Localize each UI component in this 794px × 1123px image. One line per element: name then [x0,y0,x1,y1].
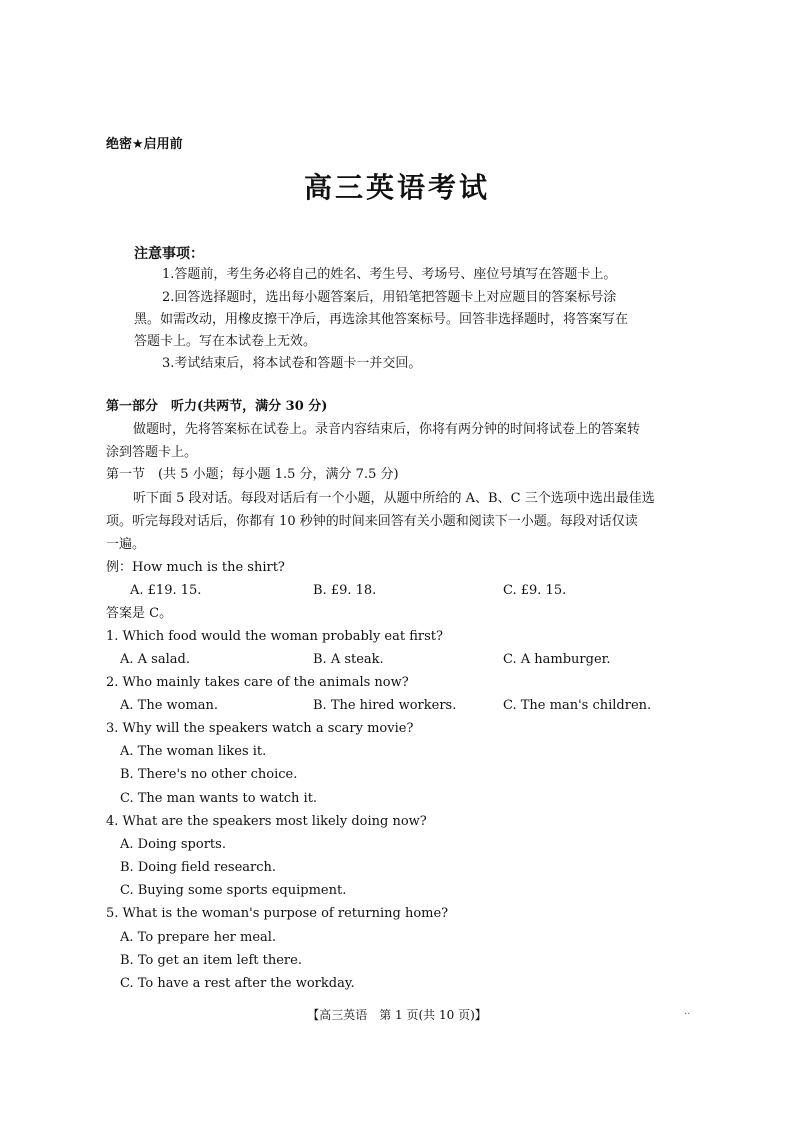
note-line: 3.考试结束后，将本试卷和答题卡一并交回。 [162,356,422,371]
note-line: 答题卡上。写在本试卷上无效。 [134,334,317,349]
note-line: 1.答题前，考生务必将自己的姓名、考生号、考场号、座位号填写在答题卡上。 [162,267,617,282]
note-line: 2.回答选择题时，选出每小题答案后，用铅笔把答题卡上对应题目的答案标号涂 [162,290,617,305]
section-intro-line: 项。听完每段对话后，你都有 10 秒钟的时间来回答有关小题和阅读下一小题。每段对话仅读 [106,514,638,529]
answer-option: B. A steak. [313,652,384,667]
exam-title: 高三英语考试 [303,171,490,204]
answer-option: A. The woman. [120,698,219,713]
answer-option: A. To prepare her meal. [120,930,277,945]
answer-option: B. There's no other choice. [120,767,298,782]
answer-option: A. Doing sports. [120,837,226,852]
part-intro-line: 涂到答题卡上。 [106,445,198,460]
answer-option: C. To have a rest after the workday. [120,976,355,991]
example-option: A. £19. 15. [130,583,202,598]
answer-option: B. The hired workers. [313,698,457,713]
corner-mark: .. [684,1006,691,1017]
section-intro-line: 听下面 5 段对话。每段对话后有一个小题，从题中所给的 A、B、C 三个选项中选出最佳选 [133,491,655,506]
answer-option: A. The woman likes it. [120,744,267,759]
example-answer: 答案是 C。 [106,606,173,621]
notes-heading: 注意事项： [134,246,204,262]
question-text: 2. Who mainly takes care of the animals now? [106,675,409,690]
note-line: 黑。如需改动，用橡皮擦干净后，再选涂其他答案标号。回答非选择题时，将答案写在 [134,312,629,327]
answer-option: C. Buying some sports equipment. [120,883,347,898]
part-intro-line: 做题时，先将答案标在试卷上。录音内容结束后，你将有两分钟的时间将试卷上的答案转 [133,422,641,437]
question-text: 5. What is the woman's purpose of returning home? [106,906,449,921]
question-text: 3. Why will the speakers watch a scary movie? [106,721,414,736]
answer-option: B. To get an item left there. [120,953,302,968]
answer-option: C. The man's children. [503,698,652,713]
example-option: C. £9. 15. [503,583,567,598]
answer-option: C. The man wants to watch it. [120,791,318,806]
question-text: 4. What are the speakers most likely doing now? [106,814,427,829]
section-intro-line: 一遍。 [106,537,146,552]
example-option: B. £9. 18. [313,583,377,598]
answer-option: A. A salad. [120,652,190,667]
question-text: 1. Which food would the woman probably eat first? [106,629,443,644]
part-heading: 第一部分 听力(共两节，满分 30 分) [106,399,328,414]
answer-option: C. A hamburger. [503,652,611,667]
answer-option: B. Doing field research. [120,860,277,875]
section-heading: 第一节 (共 5 小题；每小题 1.5 分，满分 7.5 分) [106,467,399,482]
example-question: 例：How much is the shirt? [106,560,285,575]
confidential-label: 绝密★启用前 [106,137,183,152]
page-footer: 【高三英语 第 1 页(共 10 页)】 [307,1008,487,1022]
